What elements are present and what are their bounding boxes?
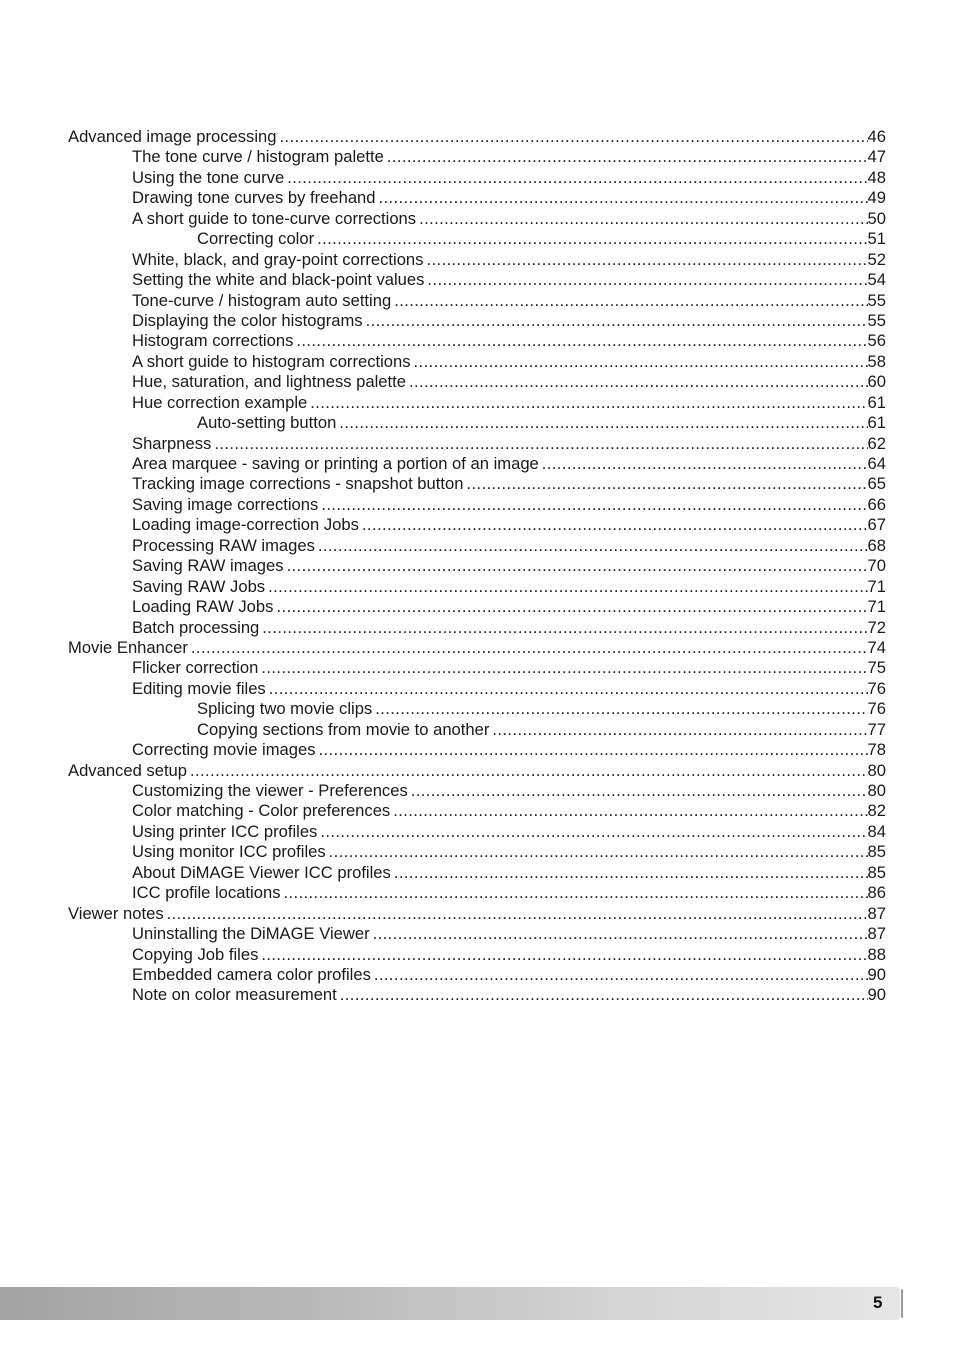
toc-dot-leader <box>370 924 868 944</box>
toc-dot-leader <box>266 679 868 699</box>
toc-dot-leader <box>408 781 868 801</box>
toc-entry-page: 56 <box>867 331 886 351</box>
toc-dot-leader <box>273 597 867 617</box>
toc-entry-title: Using the tone curve <box>132 167 285 187</box>
toc-dot-leader <box>384 147 868 167</box>
toc-entry-page: 90 <box>867 985 886 1005</box>
toc-entry <box>68 127 886 147</box>
toc-entry-title: Saving image corrections <box>132 494 319 514</box>
toc-dot-leader <box>315 536 868 556</box>
toc-dot-leader <box>336 413 867 433</box>
toc-entry <box>68 638 886 658</box>
toc-entry-page: 80 <box>867 760 886 780</box>
toc-entry-title: Hue correction example <box>132 392 308 412</box>
toc-entry-page: 75 <box>867 658 886 678</box>
toc-entry-title: Editing movie files <box>132 678 266 698</box>
toc-entry <box>68 413 886 433</box>
toc-entry-title: Tracking image corrections - snapshot button <box>132 474 464 494</box>
toc-entry-title: Loading RAW Jobs <box>132 597 274 617</box>
toc-entry-title: White, black, and gray-point corrections <box>132 249 424 269</box>
toc-dot-leader <box>371 965 868 985</box>
toc-entry-title: Displaying the color histograms <box>132 310 363 330</box>
toc-entry-page: 61 <box>867 413 886 433</box>
toc-dot-leader <box>258 945 867 965</box>
toc-entry-page: 87 <box>867 924 886 944</box>
toc-entry-page: 87 <box>867 903 886 923</box>
toc-entry-title: Embedded camera color profiles <box>132 964 371 984</box>
toc-dot-leader <box>406 372 868 392</box>
toc-entry <box>68 556 886 576</box>
toc-entry-title: Color matching - Color preferences <box>132 801 391 821</box>
toc-entry-title: Sharpness <box>132 433 212 453</box>
page-number: 5 <box>873 1293 883 1312</box>
toc-entry <box>68 924 886 944</box>
toc-entry-page: 67 <box>867 515 886 535</box>
toc-entry-page: 58 <box>867 351 886 371</box>
toc-entry-page: 72 <box>867 617 886 637</box>
toc-dot-leader <box>276 127 867 147</box>
toc-entry-title: Setting the white and black-point values <box>132 270 425 290</box>
toc-entry <box>68 188 886 208</box>
toc-entry-page: 82 <box>867 801 886 821</box>
toc-dot-leader <box>391 863 868 883</box>
toc-entry-title: Loading image-correction Jobs <box>132 515 359 535</box>
toc-dot-leader <box>424 270 867 290</box>
toc-entry-title: Splicing two movie clips <box>197 699 373 719</box>
toc-entry-title: Saving RAW images <box>132 556 284 576</box>
toc-dot-leader <box>463 474 867 494</box>
toc-entry-title: Batch processing <box>132 617 260 637</box>
toc-entry-page: 86 <box>867 883 886 903</box>
toc-dot-leader <box>265 577 867 597</box>
toc-entry-title: Histogram corrections <box>132 331 294 351</box>
toc-entry <box>68 577 886 597</box>
toc-entry-title: Flicker correction <box>132 658 259 678</box>
toc-entry-page: 61 <box>867 392 886 412</box>
toc-dot-leader <box>314 229 867 249</box>
toc-entry-page: 54 <box>867 270 886 290</box>
toc-entry <box>68 618 886 638</box>
toc-entry <box>68 168 886 188</box>
toc-entry-title: Drawing tone curves by freehand <box>132 188 376 208</box>
toc-dot-leader <box>284 556 868 576</box>
toc-entry-page: 51 <box>867 229 886 249</box>
toc-entry-page: 85 <box>867 842 886 862</box>
toc-entry <box>68 352 886 372</box>
toc-entry <box>68 495 886 515</box>
toc-entry-page: 71 <box>867 597 886 617</box>
toc-entry <box>68 250 886 270</box>
toc-entry <box>68 229 886 249</box>
toc-entry-title: Auto-setting button <box>197 413 337 433</box>
table-of-contents <box>68 127 886 1006</box>
toc-dot-leader <box>316 740 868 760</box>
toc-dot-leader <box>363 311 868 331</box>
toc-entry-page: 64 <box>867 454 886 473</box>
toc-entry-page: 50 <box>867 208 886 228</box>
toc-entry <box>68 147 886 167</box>
toc-dot-leader <box>423 250 867 270</box>
toc-entry-page: 77 <box>867 719 886 739</box>
toc-dot-leader <box>188 638 868 658</box>
toc-dot-leader <box>259 618 867 638</box>
toc-entry-page: 48 <box>867 167 886 187</box>
toc-entry <box>68 515 886 535</box>
toc-dot-leader <box>318 495 867 515</box>
toc-entry <box>68 679 886 699</box>
toc-entry <box>68 434 886 454</box>
toc-entry-page: 84 <box>867 821 886 841</box>
toc-entry-page: 66 <box>867 494 886 514</box>
toc-entry-page: 90 <box>867 964 886 984</box>
toc-entry-title: Correcting movie images <box>132 740 316 760</box>
toc-entry <box>68 842 886 862</box>
toc-entry <box>68 863 886 883</box>
toc-entry-title: Advanced setup <box>68 760 188 780</box>
toc-entry-page: 52 <box>867 249 886 269</box>
toc-entry-page: 70 <box>867 556 886 576</box>
toc-entry-title: Hue, saturation, and lightness palette <box>132 372 406 392</box>
toc-entry <box>68 822 886 842</box>
toc-entry <box>68 945 886 965</box>
toc-entry-title: Using printer ICC profiles <box>132 821 318 841</box>
toc-entry-page: 47 <box>867 147 886 167</box>
toc-dot-leader <box>281 883 868 903</box>
toc-entry-page: 88 <box>867 944 886 964</box>
toc-entry <box>68 331 886 351</box>
toc-entry <box>68 904 886 924</box>
toc-dot-leader <box>326 842 868 862</box>
toc-entry <box>68 270 886 290</box>
toc-entry <box>68 720 886 740</box>
toc-dot-leader <box>372 699 867 719</box>
toc-dot-leader <box>391 291 867 311</box>
toc-entry-title: Correcting color <box>197 229 315 249</box>
toc-entry-page: 71 <box>867 576 886 596</box>
toc-dot-leader <box>293 331 867 351</box>
toc-dot-leader <box>258 658 867 678</box>
toc-entry <box>68 454 886 474</box>
toc-dot-leader <box>307 393 867 413</box>
toc-entry-page: 68 <box>867 535 886 555</box>
toc-entry-title: A short guide to tone-curve corrections <box>132 208 417 228</box>
toc-dot-leader <box>489 720 867 740</box>
toc-entry-title: Area marquee - saving or printing a portion of an image <box>132 454 539 473</box>
toc-entry-title: Movie Enhancer <box>68 637 188 657</box>
toc-entry-title: Advanced image processing <box>68 127 277 146</box>
toc-entry-title: Uninstalling the DiMAGE Viewer <box>132 924 370 944</box>
toc-entry <box>68 985 886 1005</box>
toc-entry-page: 49 <box>867 188 886 208</box>
toc-entry-title: Copying sections from movie to another <box>197 719 490 739</box>
toc-entry <box>68 883 886 903</box>
toc-entry-page: 46 <box>867 127 886 146</box>
toc-entry-title: The tone curve / histogram palette <box>132 147 384 167</box>
toc-entry-page: 76 <box>867 678 886 698</box>
toc-entry-title: Customizing the viewer - Preferences <box>132 781 408 800</box>
toc-entry-page: 80 <box>867 781 886 800</box>
footer-bar <box>0 1287 900 1320</box>
toc-dot-leader <box>187 761 868 781</box>
toc-entry-title: Saving RAW Jobs <box>132 576 266 596</box>
toc-entry-title: Viewer notes <box>68 903 164 923</box>
toc-entry-title: Tone-curve / histogram auto setting <box>132 290 392 310</box>
toc-dot-leader <box>416 209 867 229</box>
toc-dot-leader <box>376 188 868 208</box>
toc-entry <box>68 965 886 985</box>
toc-entry <box>68 393 886 413</box>
toc-dot-leader <box>317 822 867 842</box>
toc-entry-title: ICC profile locations <box>132 883 281 903</box>
toc-entry-page: 62 <box>867 433 886 453</box>
toc-entry <box>68 699 886 719</box>
toc-entry-page: 74 <box>867 637 886 657</box>
toc-entry <box>68 761 886 781</box>
toc-entry-page: 55 <box>867 290 886 310</box>
toc-entry-page: 78 <box>867 740 886 760</box>
toc-entry <box>68 291 886 311</box>
toc-dot-leader <box>164 904 868 924</box>
toc-entry-page: 60 <box>867 372 886 392</box>
toc-entry <box>68 311 886 331</box>
toc-entry <box>68 658 886 678</box>
toc-entry-title: About DiMAGE Viewer ICC profiles <box>132 862 391 882</box>
toc-entry-title: Note on color measurement <box>132 985 337 1005</box>
toc-entry <box>68 536 886 556</box>
toc-entry-title: Copying Job files <box>132 944 259 964</box>
toc-dot-leader <box>211 434 867 454</box>
toc-entry-title: A short guide to histogram corrections <box>132 351 411 371</box>
toc-entry-page: 76 <box>867 699 886 719</box>
toc-entry-page: 85 <box>867 862 886 882</box>
toc-dot-leader <box>411 352 868 372</box>
toc-entry <box>68 209 886 229</box>
toc-entry <box>68 801 886 821</box>
toc-entry <box>68 781 886 801</box>
toc-entry <box>68 474 886 494</box>
toc-entry-title: Processing RAW images <box>132 535 315 555</box>
toc-dot-leader <box>359 515 868 535</box>
toc-entry <box>68 372 886 392</box>
toc-entry-page: 65 <box>867 474 886 494</box>
toc-entry <box>68 597 886 617</box>
toc-entry <box>68 740 886 760</box>
toc-dot-leader <box>390 801 867 821</box>
toc-dot-leader <box>337 985 868 1005</box>
toc-dot-leader <box>539 454 868 474</box>
toc-entry-title: Using monitor ICC profiles <box>132 842 326 862</box>
toc-dot-leader <box>284 168 867 188</box>
toc-entry-page: 55 <box>867 310 886 330</box>
